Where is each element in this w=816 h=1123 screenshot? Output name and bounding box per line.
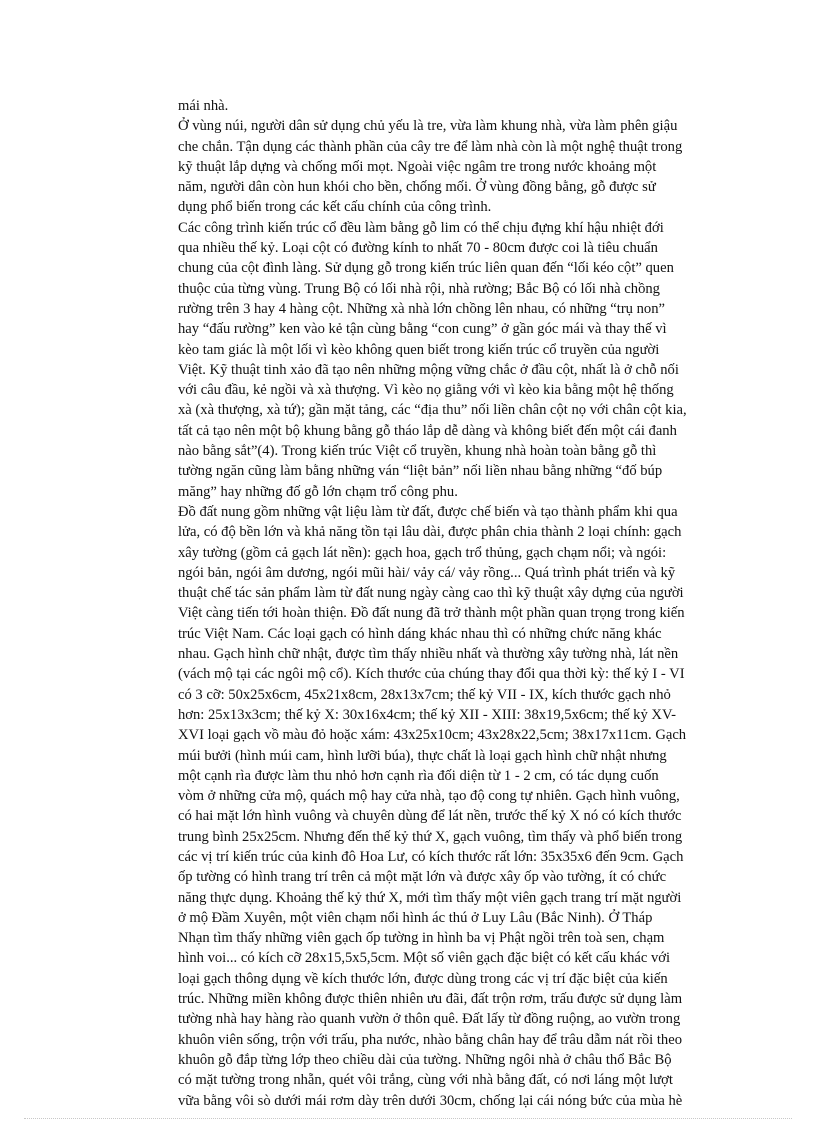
text-line: chung của cột đình làng. Sử dụng gỗ trong kiến trúc liên quan đến “lối kéo cột” quen bbox=[178, 260, 674, 277]
text-line: ở mộ Đầm Xuyên, một viên chạm nổi hình ác thú ở Luy Lâu (Bắc Ninh). Ở Tháp bbox=[178, 909, 653, 926]
text-line: kèo tam giác là một lối vì kèo không quen biết trong kiến trúc cổ truyền của người bbox=[178, 341, 660, 358]
text-line: thuộc của từng vùng. Trung Bộ có lối nhà rội, nhà rường; Bắc Bộ có lối nhà chồng bbox=[178, 280, 660, 297]
text-line: Ở vùng núi, người dân sử dụng chủ yếu là tre, vừa làm khung nhà, vừa làm phên giậu bbox=[178, 118, 678, 135]
text-line: tất cả tạo nên một bộ khung bằng gỗ tháo lắp dễ dàng và không biết đến một cái đanh bbox=[178, 422, 677, 439]
text-line: (vách mộ tại các ngôi mộ cổ). Kích thước của chúng thay đổi qua thời kỳ: thế kỷ I - VI bbox=[178, 666, 685, 683]
text-line: rường trên 3 hay 4 hàng cột. Những xà nhà lớn chồng lên nhau, có những “trụ non” bbox=[178, 300, 665, 317]
text-line: có 3 cỡ: 50x25x6cm, 45x21x8cm, 28x13x7cm; thế kỷ VII - IX, kích thước gạch nhỏ bbox=[178, 686, 671, 703]
text-line: Nhạn tìm thấy những viên gạch ốp tường in hình ba vị Phật ngồi trên toà sen, chạm bbox=[178, 930, 665, 947]
text-line: xây tường (gồm cả gạch lát nền): gạch hoa, gạch trổ thủng, gạch chạm nổi; và ngói: bbox=[178, 544, 667, 561]
document-body bbox=[178, 96, 768, 1111]
text-line: có mặt tường trong nhẵn, quét vôi trắng, cùng với nhà bằng đất, có nơi láng một lượt bbox=[178, 1072, 673, 1089]
text-line: các vị trí kiến trúc của kinh đô Hoa Lư, có kích thước rất lớn: 35x35x6 đến 9cm. Gạch bbox=[178, 848, 684, 865]
text-line: năm, người dân còn hun khói cho bền, chống mối. Ở vùng đồng bằng, gỗ được sử bbox=[178, 179, 656, 196]
text-line: Đồ đất nung gồm những vật liệu làm từ đất, được chế biến và tạo thành phẩm khi qua bbox=[178, 503, 678, 520]
text-line: nào bằng sắt”(4). Trong kiến trúc Việt cổ truyền, khung nhà hoàn toàn bằng gỗ thì bbox=[178, 443, 657, 460]
text-line: tường ngăn cũng làm bằng những ván “liệt bản” nối liền nhau bằng những “đố búp bbox=[178, 463, 663, 480]
text-line: múi bưởi (hình múi cam, hình lưỡi búa), thực chất là loại gạch hình chữ nhật nhưng bbox=[178, 747, 667, 764]
text-line: trúc. Những miền không được thiên nhiên ưu đãi, đất trộn rơm, trấu được sử dụng làm bbox=[178, 991, 683, 1008]
text-line: với câu đầu, kẻ ngồi và xà thượng. Vì kèo nọ giằng với vì kèo kia bằng một hệ thống bbox=[178, 382, 674, 399]
text-line: năng thực dụng. Khoảng thế kỷ thứ X, mới tìm thấy một viên gạch trang trí mặt người bbox=[178, 889, 682, 906]
text-line: ốp tường có hình trang trí trên cả một mặt lớn và được xây ốp vào tường, ít có chức bbox=[178, 869, 667, 886]
text-line: hay “đấu rường” ken vào kẻ tận cùng bằng “con cung” ở gần góc mái và thay thế vì bbox=[178, 321, 667, 338]
text-line: tường nhà hay hàng rào quanh vườn ở thôn quê. Đất lấy từ đồng ruộng, ao vườn trong bbox=[178, 1011, 681, 1028]
text-line: thuật chế tác sản phẩm làm từ đất nung ngày càng cao thì kỹ thuật xây dựng của người bbox=[178, 585, 684, 602]
text-line: loại gạch thông dụng về kích thước lớn, được dùng trong các vị trí đặc biệt của kiến bbox=[178, 970, 668, 987]
text-line: khuôn viên sống, trộn với trấu, pha nước, nhào bằng chân hay để trâu dẫm nát rồi theo bbox=[178, 1031, 682, 1048]
text-line: ngói bản, ngói âm dương, ngói mũi hài/ vảy cá/ vảy rồng... Quá trình phát triển và kỹ bbox=[178, 564, 676, 581]
text-line: XVI loại gạch vồ màu đỏ hoặc xám: 43x25x10cm; 43x28x22,5cm; 38x17x11cm. Gạch bbox=[178, 727, 687, 744]
text-line: hình voi... có kích cỡ 28x15,5x5,5cm. Một số viên gạch đặc biệt có kết cấu khác với bbox=[178, 950, 671, 967]
text-line: xà (xà thượng, xà tứ); gần mặt tảng, các “địa thu” nối liền chân cột nọ với chân cột kia, bbox=[178, 402, 687, 419]
text-line: Việt càng tiến tới hoàn thiện. Đồ đất nung đã trở thành một phần quan trọng trong kiến bbox=[178, 605, 685, 622]
text-line: có hai mặt lớn hình vuông và chuyên dùng để lát nền, trước thế kỷ X nó có kích thước bbox=[178, 808, 682, 825]
text-line: mái nhà. bbox=[178, 98, 229, 114]
text-line: qua nhiều thế kỷ. Loại cột có đường kính to nhất 70 - 80cm được coi là tiêu chuẩn bbox=[178, 240, 658, 257]
text-line: vòm ở những cửa mộ, quách mộ hay cửa nhà, tạo độ cong tự nhiên. Gạch hình vuông, bbox=[178, 788, 680, 805]
text-line: hơn: 25x13x3cm; thế kỷ X: 30x16x4cm; thế kỷ XII - XIII: 38x19,5x6cm; thế kỷ XV- bbox=[178, 706, 677, 723]
text-line: măng” hay những đố gỗ lớn chạm trổ công phu. bbox=[178, 483, 458, 500]
text-line: trung bình 25x25cm. Nhưng đến thế kỷ thứ X, gạch vuông, tìm thấy và phổ biến trong bbox=[178, 828, 683, 845]
text-line: dụng phổ biến trong các kết cấu chính của công trình. bbox=[178, 199, 492, 216]
page-bottom-border bbox=[24, 1118, 792, 1119]
text-line: trúc Việt Nam. Các loại gạch có hình dáng khác nhau thì có những chức năng khác bbox=[178, 625, 662, 642]
text-line: Việt. Kỹ thuật tinh xảo đã tạo nên những mộng vững chắc ở đầu cột, nhất là ở chỗ nối bbox=[178, 361, 679, 378]
text-line: nhau. Gạch hình chữ nhật, được tìm thấy nhiều nhất và thường xây tường nhà, lát nền bbox=[178, 646, 679, 663]
text-line: vữa bằng vôi sò dưới mái rơm dày trên dưới 30cm, chống lại cái nóng bức của mùa hè bbox=[178, 1092, 683, 1109]
text-line: một cạnh rìa được làm thu nhỏ hơn cạnh rìa đối diện từ 1 - 2 cm, có tác dụng cuốn bbox=[178, 767, 659, 784]
text-line: lửa, có độ bền lớn và khả năng tồn tại lâu dài, được phân chia thành 2 loại chính: gạch bbox=[178, 524, 682, 541]
text-line: che chắn. Tận dụng các thành phần của cây tre để làm nhà còn là một nghệ thuật trong bbox=[178, 138, 683, 155]
text-line: kỹ thuật lắp dựng và chống mối mọt. Ngoài việc ngâm tre trong nước khoảng một bbox=[178, 158, 657, 175]
text-line: Các công trình kiến trúc cổ đều làm bằng gỗ lim có thể chịu đựng khí hậu nhiệt đới bbox=[178, 219, 664, 236]
text-line: khuôn gỗ đắp từng lớp theo chiều dài của tường. Những ngôi nhà ở châu thổ Bắc Bộ bbox=[178, 1051, 672, 1068]
